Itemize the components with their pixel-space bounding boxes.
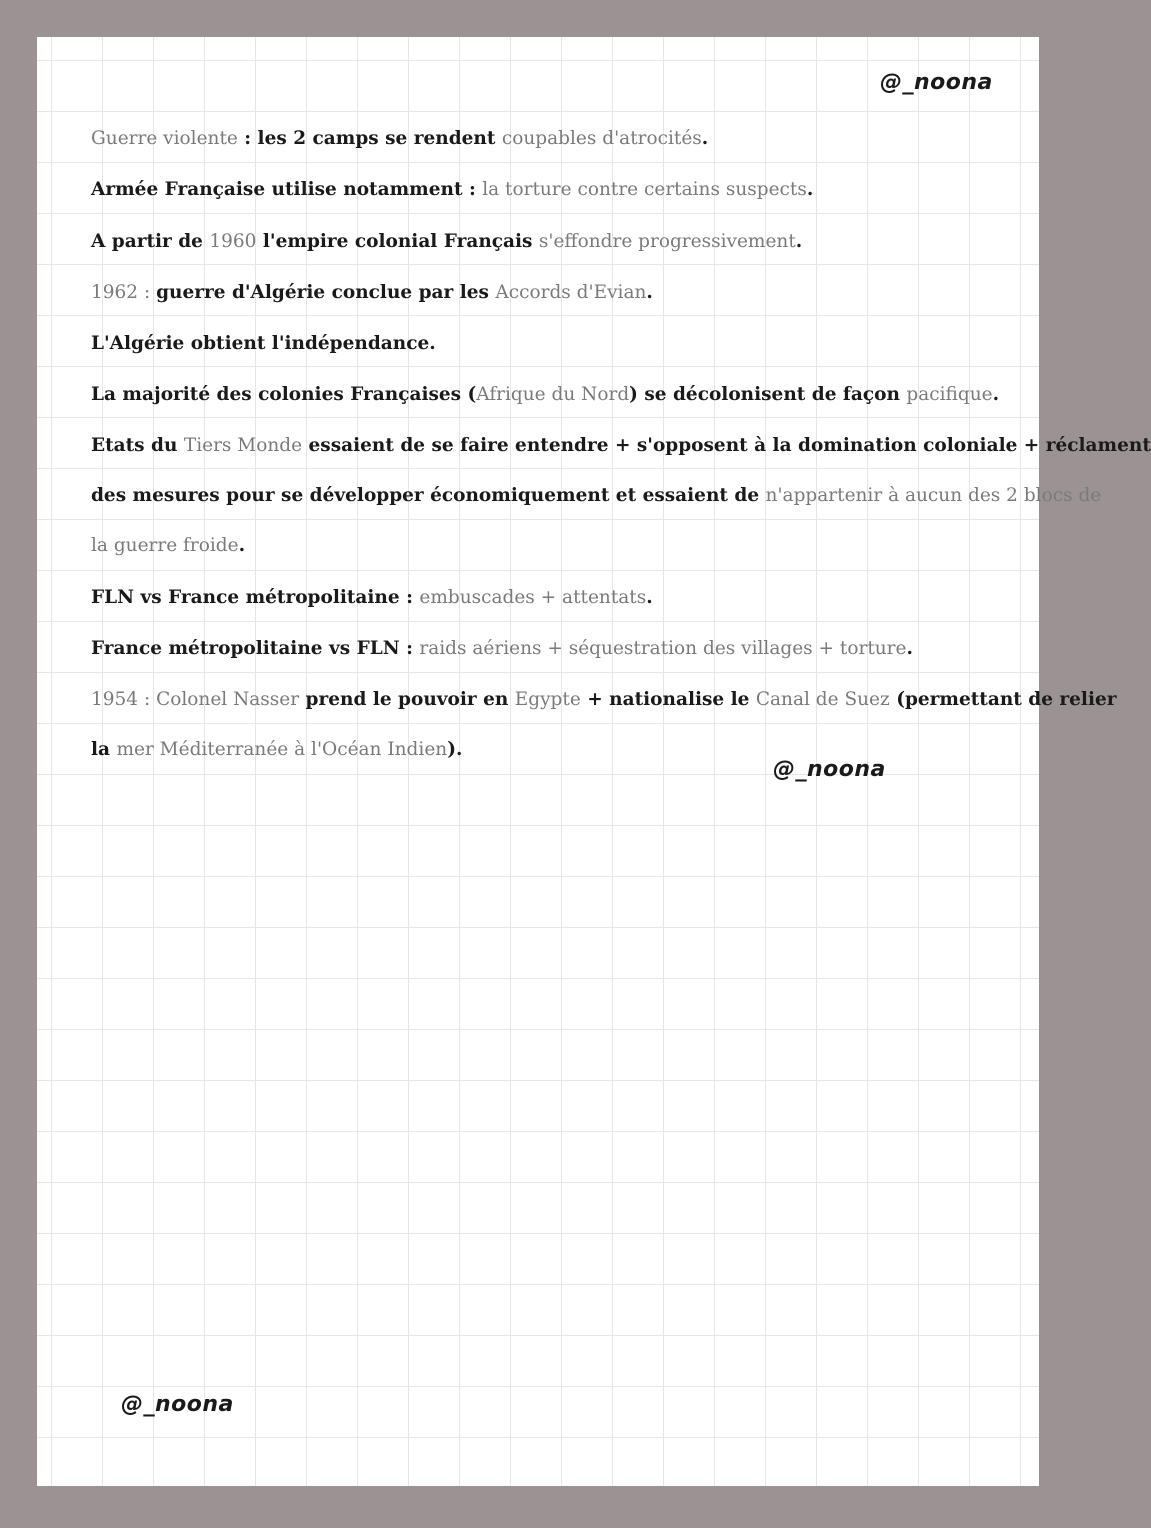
highlight-text: la guerre froide <box>91 535 239 556</box>
body-text: . <box>646 587 653 608</box>
highlight-text: s'effondre progressivement <box>538 231 796 252</box>
body-text: . <box>806 179 814 200</box>
body-text: Etats du <box>91 435 184 456</box>
body-text: . <box>238 535 246 556</box>
text-line <box>91 178 813 202</box>
highlight-text: Guerre violente <box>91 128 238 149</box>
body-text: . <box>992 384 1000 405</box>
body-text: . <box>795 231 803 252</box>
body-text: Armée Française utilise notamment : <box>91 179 483 200</box>
text-line <box>91 586 653 610</box>
highlight-text: Canal de Suez <box>755 689 890 710</box>
notebook-page <box>37 37 1151 1486</box>
body-text: + nationalise le <box>580 689 756 710</box>
body-text: A partir de <box>91 231 210 252</box>
text-line <box>91 534 245 558</box>
body-text: . <box>646 282 653 303</box>
text-line <box>91 281 653 305</box>
watermark-top: @_noona <box>880 70 993 95</box>
highlight-text: Egypte <box>514 689 581 710</box>
body-text: FLN vs France métropolitaine : <box>91 587 420 608</box>
highlight-text: la torture contre certains suspects <box>482 179 807 200</box>
highlight-text: raids aériens + séquestration des villages + torture <box>419 638 907 659</box>
body-text: L'Algérie obtient l'indépendance. <box>91 333 436 354</box>
text-line <box>91 484 1101 508</box>
highlight-text: embuscades + attentats <box>419 587 647 608</box>
watermark-middle: @_noona <box>773 757 886 782</box>
highlight-text: Accords d'Evian <box>495 282 647 303</box>
text-line <box>91 127 708 151</box>
body-text: guerre d'Algérie conclue par les <box>156 282 496 303</box>
text-line <box>91 738 462 762</box>
body-text: la <box>91 739 117 760</box>
highlight-text: n'appartenir à aucun des 2 blocs de <box>765 485 1102 506</box>
body-text: essaient de se faire entendre + s'opposent à la domination coloniale + réclament <box>302 435 1151 456</box>
body-text: La majorité des colonies Françaises ( <box>91 384 477 405</box>
watermark-bottom: @_noona <box>121 1392 234 1417</box>
body-text: . <box>701 128 709 149</box>
body-text: prend le pouvoir en <box>299 689 515 710</box>
body-text: (permettant de relier <box>889 689 1117 710</box>
highlight-text: 1962 : <box>91 282 157 303</box>
highlight-text: 1954 : Colonel Nasser <box>91 689 300 710</box>
body-text: des mesures pour se développer économiquement et essaient de <box>91 485 766 506</box>
body-text: ). <box>447 739 463 760</box>
text-line <box>91 434 1151 458</box>
body-text: ) se décolonisent de façon <box>629 384 907 405</box>
highlight-text: coupables d'atrocités <box>501 128 702 149</box>
text-line <box>91 637 913 661</box>
highlight-text: 1960 <box>209 231 257 252</box>
highlight-text: Afrique du Nord <box>476 384 630 405</box>
highlight-text: Tiers Monde <box>183 435 303 456</box>
body-text: l'empire colonial Français <box>256 231 539 252</box>
text-line <box>91 332 436 356</box>
body-text: : les 2 camps se rendent <box>237 128 502 149</box>
text-line <box>91 230 802 254</box>
body-text: . <box>906 638 913 659</box>
text-line <box>91 688 1117 712</box>
body-text: France métropolitaine vs FLN : <box>91 638 420 659</box>
highlight-text: pacifique <box>906 384 993 405</box>
text-line <box>91 383 999 407</box>
highlight-text: mer Méditerranée à l'Océan Indien <box>116 739 448 760</box>
